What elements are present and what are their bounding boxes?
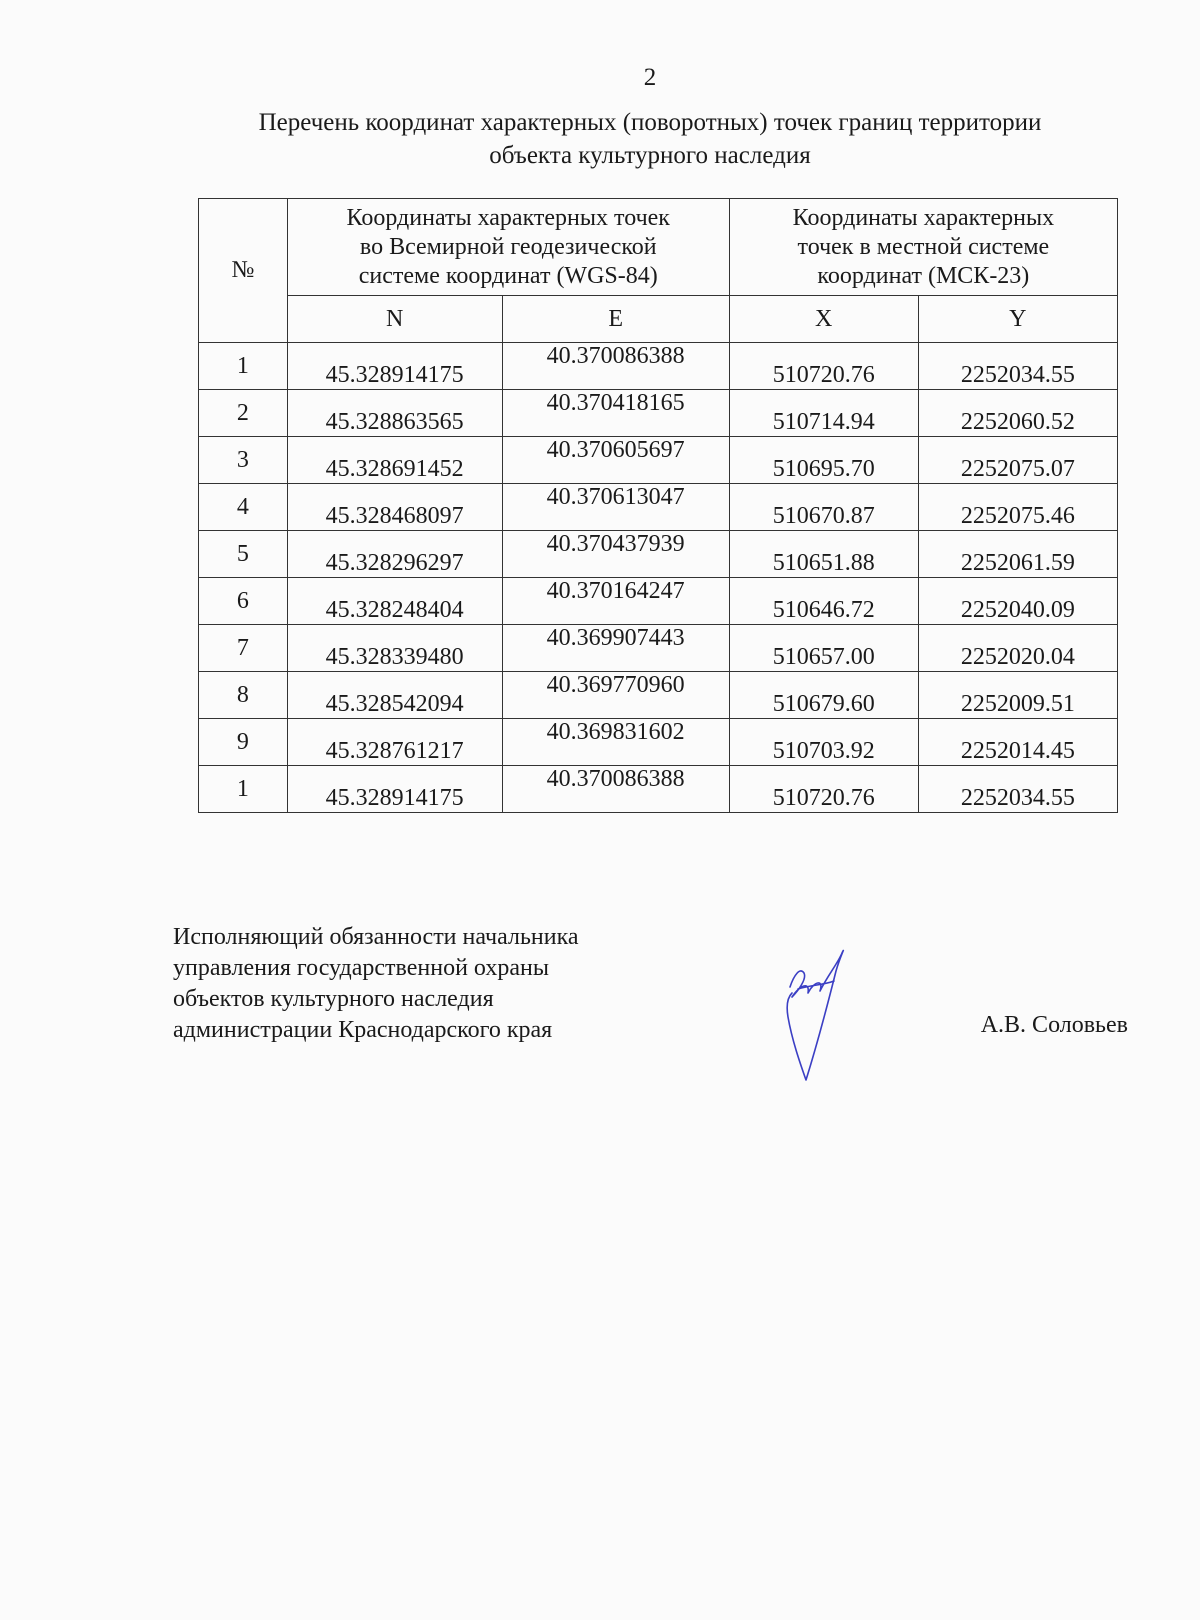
n-coordinate-cell: 45.328761217 bbox=[287, 719, 502, 766]
x-coordinate-cell: 510670.87 bbox=[729, 484, 918, 531]
e-coordinate-cell: 40.370613047 bbox=[502, 484, 729, 531]
e-column-header: E bbox=[502, 296, 729, 343]
y-coordinate-cell: 2252034.55 bbox=[918, 343, 1117, 390]
n-coordinate-cell: 45.328248404 bbox=[287, 578, 502, 625]
e-coordinate-cell: 40.370437939 bbox=[502, 531, 729, 578]
signer-line: управления государственной охраны bbox=[173, 955, 549, 981]
e-coordinate-cell: 40.369770960 bbox=[502, 672, 729, 719]
x-coordinate-cell: 510720.76 bbox=[729, 343, 918, 390]
x-column-header: X bbox=[729, 296, 918, 343]
coordinates-table bbox=[198, 198, 1118, 813]
point-number-cell: 1 bbox=[199, 766, 288, 813]
wgs-column-header bbox=[287, 199, 729, 296]
n-coordinate-cell: 45.328468097 bbox=[287, 484, 502, 531]
title-line: Перечень координат характерных (поворотных) точек границ территории bbox=[258, 109, 1042, 136]
title-line: объекта культурного наследия bbox=[489, 142, 811, 169]
table-row bbox=[199, 390, 1118, 437]
n-coordinate-cell: 45.328296297 bbox=[287, 531, 502, 578]
e-coordinate-cell: 40.370418165 bbox=[502, 390, 729, 437]
table-body bbox=[199, 343, 1118, 813]
point-number-cell: 2 bbox=[199, 390, 288, 437]
point-number-cell: 6 bbox=[199, 578, 288, 625]
x-coordinate-cell: 510679.60 bbox=[729, 672, 918, 719]
n-coordinate-cell: 45.328914175 bbox=[287, 343, 502, 390]
e-coordinate-cell: 40.370605697 bbox=[502, 437, 729, 484]
y-column-header: Y bbox=[918, 296, 1117, 343]
e-coordinate-cell: 40.369907443 bbox=[502, 625, 729, 672]
y-coordinate-cell: 2252075.46 bbox=[918, 484, 1117, 531]
x-coordinate-cell: 510651.88 bbox=[729, 531, 918, 578]
y-coordinate-cell: 2252009.51 bbox=[918, 672, 1117, 719]
signer-line: объектов культурного наследия bbox=[173, 986, 494, 1012]
point-number-cell: 7 bbox=[199, 625, 288, 672]
signer-line: администрации Краснодарского края bbox=[173, 1017, 553, 1043]
y-coordinate-cell: 2252020.04 bbox=[918, 625, 1117, 672]
handwritten-signature bbox=[780, 945, 890, 1105]
table-row bbox=[199, 578, 1118, 625]
n-column-header: N bbox=[287, 296, 502, 343]
y-coordinate-cell: 2252034.55 bbox=[918, 766, 1117, 813]
num-column-header: № bbox=[199, 199, 288, 343]
y-coordinate-cell: 2252061.59 bbox=[918, 531, 1117, 578]
header-line: точек в местной системе bbox=[797, 233, 1050, 260]
table-row bbox=[199, 766, 1118, 813]
n-coordinate-cell: 45.328691452 bbox=[287, 437, 502, 484]
msk-column-header bbox=[729, 199, 1117, 296]
document-title bbox=[150, 106, 1150, 172]
point-number-cell: 1 bbox=[199, 343, 288, 390]
point-number-cell: 9 bbox=[199, 719, 288, 766]
y-coordinate-cell: 2252075.07 bbox=[918, 437, 1117, 484]
x-coordinate-cell: 510720.76 bbox=[729, 766, 918, 813]
header-line: Координаты характерных bbox=[792, 204, 1055, 231]
table-row bbox=[199, 625, 1118, 672]
x-coordinate-cell: 510695.70 bbox=[729, 437, 918, 484]
table-row bbox=[199, 531, 1118, 578]
header-line: координат (МСК-23) bbox=[817, 262, 1030, 289]
table-row bbox=[199, 437, 1118, 484]
n-coordinate-cell: 45.328863565 bbox=[287, 390, 502, 437]
e-coordinate-cell: 40.370086388 bbox=[502, 766, 729, 813]
y-coordinate-cell: 2252014.45 bbox=[918, 719, 1117, 766]
x-coordinate-cell: 510714.94 bbox=[729, 390, 918, 437]
table-row bbox=[199, 672, 1118, 719]
table-row bbox=[199, 484, 1118, 531]
table-row bbox=[199, 719, 1118, 766]
n-coordinate-cell: 45.328339480 bbox=[287, 625, 502, 672]
page-number: 2 bbox=[643, 64, 657, 91]
e-coordinate-cell: 40.370164247 bbox=[502, 578, 729, 625]
e-coordinate-cell: 40.369831602 bbox=[502, 719, 729, 766]
x-coordinate-cell: 510657.00 bbox=[729, 625, 918, 672]
table-row bbox=[199, 343, 1118, 390]
y-coordinate-cell: 2252040.09 bbox=[918, 578, 1117, 625]
x-coordinate-cell: 510703.92 bbox=[729, 719, 918, 766]
n-coordinate-cell: 45.328542094 bbox=[287, 672, 502, 719]
header-line: Координаты характерных точек bbox=[346, 204, 670, 231]
point-number-cell: 4 bbox=[199, 484, 288, 531]
signer-name: А.В. Соловьев bbox=[980, 1012, 1128, 1038]
point-number-cell: 8 bbox=[199, 672, 288, 719]
point-number-cell: 5 bbox=[199, 531, 288, 578]
n-coordinate-cell: 45.328914175 bbox=[287, 766, 502, 813]
header-line: во Всемирной геодезической bbox=[359, 233, 657, 260]
y-coordinate-cell: 2252060.52 bbox=[918, 390, 1117, 437]
e-coordinate-cell: 40.370086388 bbox=[502, 343, 729, 390]
x-coordinate-cell: 510646.72 bbox=[729, 578, 918, 625]
signer-position bbox=[173, 922, 733, 1046]
point-number-cell: 3 bbox=[199, 437, 288, 484]
header-line: системе координат (WGS-84) bbox=[358, 262, 658, 289]
signer-line: Исполняющий обязанности начальника bbox=[173, 924, 579, 950]
